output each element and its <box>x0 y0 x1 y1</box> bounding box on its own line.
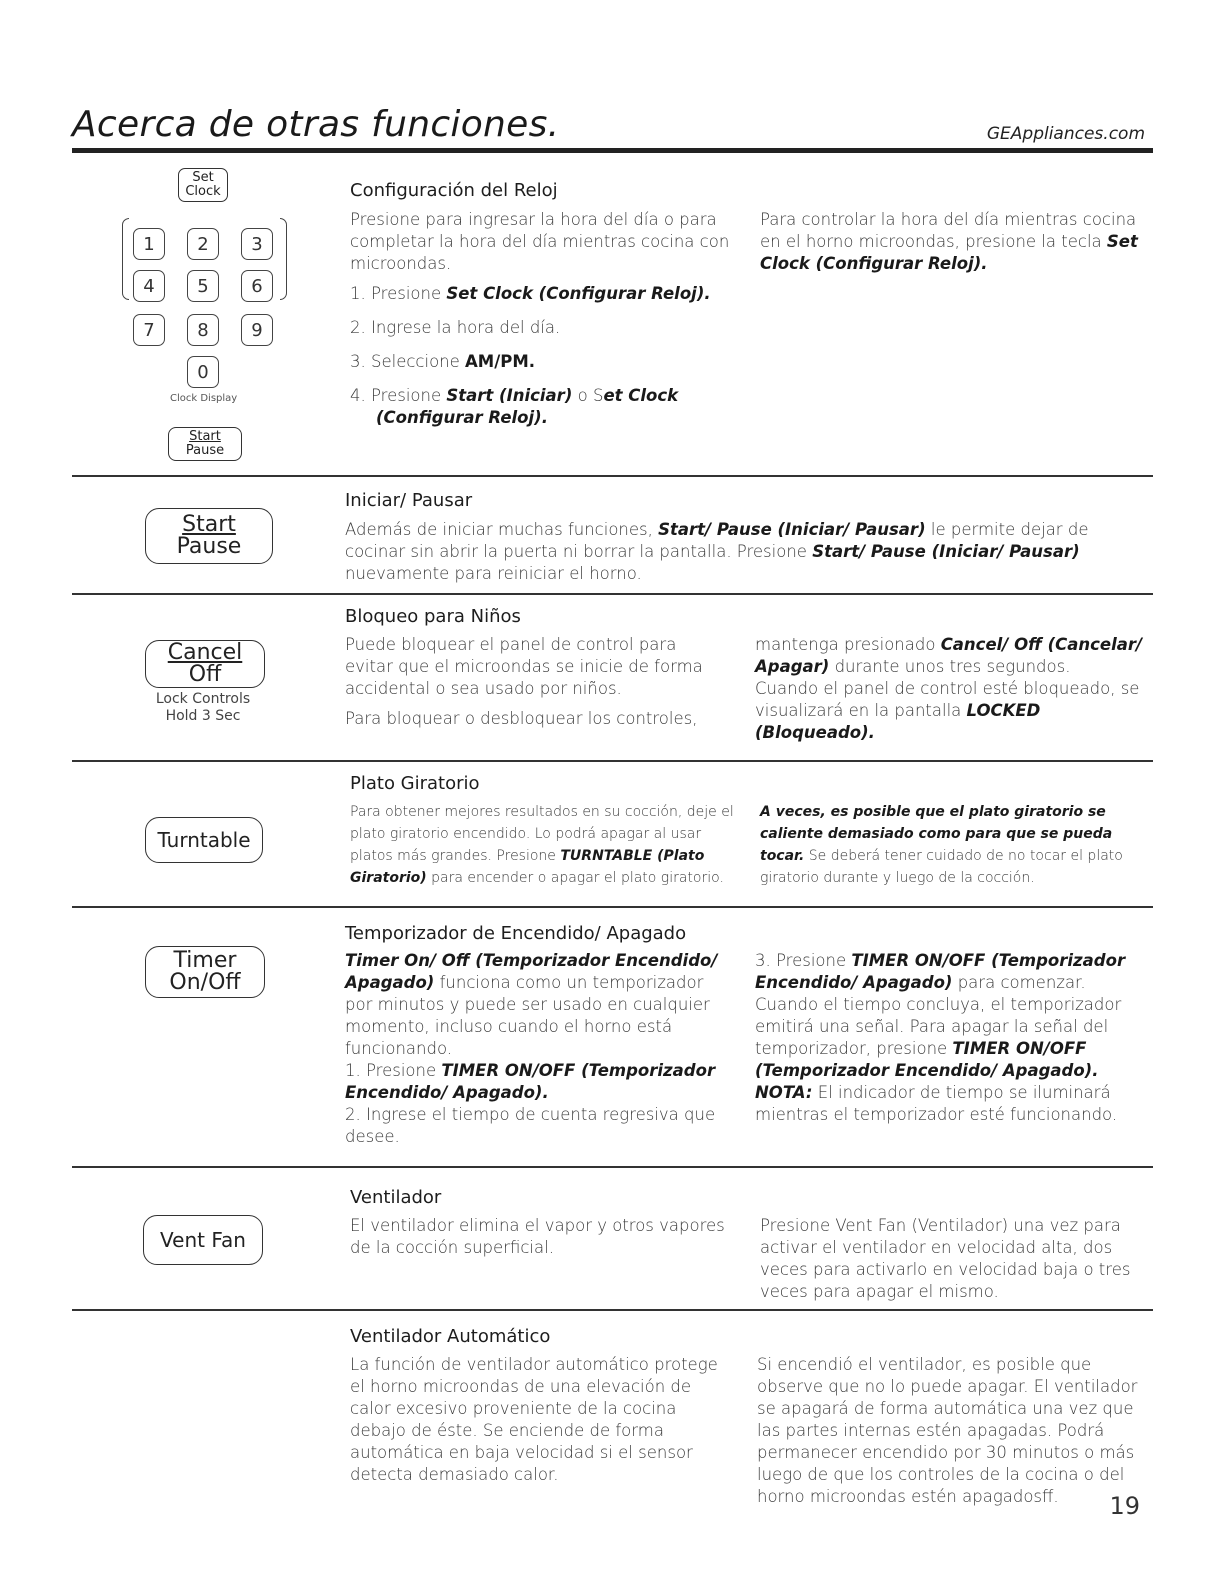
start-pause-key <box>145 508 273 564</box>
start-pause-text: Además de iniciar muchas funciones, Start/ Pause (Iniciar/ Pausar) le permite dejar de cocinar sin abrir la puerta ni borrar la pantalla. Presione Start/ Pause (Iniciar/ Pausar) nuevamente para reiniciar el horno. <box>345 520 1089 583</box>
turntable-left: Para obtener mejores resultados en su cocción, deje el plato giratorio encendido. Lo podrá apagar al usar platos más grandes. Presione TURNTABLE (Plato Giratorio) para encender o apagar el plato giratorio. <box>350 804 734 886</box>
section-title-start-pause: Iniciar/ Pausar <box>345 490 473 511</box>
digit-key-6: 6 <box>241 270 273 302</box>
set-clock-key-top: Set <box>192 170 214 185</box>
page-number: 19 <box>1109 1492 1140 1520</box>
clock-intro: Presione para ingresar la hora del día o para completar la hora del día mientras cocina con microondas. <box>350 210 730 273</box>
start-label: Start <box>182 512 236 537</box>
page-title: Acerca de otras funciones. <box>72 104 560 145</box>
lock-controls-caption: Lock Controls Hold 3 Sec <box>155 691 251 724</box>
section-divider-2 <box>72 593 1153 595</box>
turntable-right: A veces, es posible que el plato giratorio se caliente demasiado como para que se pueda tocar. Se deberá tener cuidado de no tocar el plato giratorio durante y luego de la cocción. <box>760 804 1123 886</box>
pause-small-label: Pause <box>185 443 225 458</box>
section-divider-3 <box>72 760 1153 762</box>
clock-step-2: 2. Ingrese la hora del día. <box>350 318 561 337</box>
section-divider-6 <box>72 1309 1153 1311</box>
digit-key-2: 2 <box>187 228 219 260</box>
clock-step-4: 4. Presione Start (Iniciar) o Set Clock <box>350 386 679 405</box>
start-small-label: Start <box>189 429 221 444</box>
section-divider-1 <box>72 475 1153 477</box>
digit-key-3: 3 <box>241 228 273 260</box>
timer-left: Timer On/ Off (Temporizador Encendido/ Apagado) funciona como un temporizador por minutos y puede ser usado en cualquier momento, incluso cuando el horno está funcionando. 1. Presione TIMER ON/OFF (Temporizador Encendido/ Apagado). 2. Ingrese el tiempo de cuenta regresiva que desee. <box>345 951 718 1146</box>
section-title-auto-vent: Ventilador Automático <box>350 1326 551 1347</box>
clock-step-1: 1. Presione Set Clock (Configurar Reloj). <box>350 284 711 303</box>
section-title-turntable: Plato Giratorio <box>350 773 480 794</box>
vent-fan-key: Vent Fan <box>143 1215 263 1265</box>
set-clock-key-bottom: Clock <box>185 184 221 199</box>
digit-key-0: 0 <box>187 356 219 388</box>
section-title-vent-fan: Ventilador <box>350 1187 442 1208</box>
digit-key-7: 7 <box>133 314 165 346</box>
clock-display-caption: Clock Display <box>170 393 238 404</box>
site-url: GEAppliances.com <box>986 124 1145 144</box>
section-title-timer: Temporizador de Encendido/ Apagado <box>345 923 687 944</box>
digit-key-5: 5 <box>187 270 219 302</box>
clock-right-column <box>760 209 1140 283</box>
auto-vent-left: La función de ventilador automático protege el horno microondas de una elevación de calor excesivo proveniente de la cocina debajo de éste. Se enciende de forma automática en baja velocidad si el sensor detecta demasiado calor. <box>350 1355 718 1484</box>
vent-fan-left: El ventilador elimina el vapor y otros vapores de la cocción superficial. <box>350 1216 725 1257</box>
clock-right-text: Para controlar la hora del día mientras cocina en el horno microondas, presione la tecla Set Clock (Configurar Reloj). <box>760 210 1138 273</box>
child-lock-right: mantenga presionado Cancel/ Off (Cancelar/ Apagar) durante unos tres segundos. Cuando el panel de control esté bloqueado, se visualizará en la pantalla LOCKED (Bloqueado). <box>755 635 1143 742</box>
timer-label: Timer <box>173 948 237 973</box>
digit-key-8: 8 <box>187 314 219 346</box>
clock-step-3: 3. Seleccione AM/PM. <box>350 352 536 371</box>
auto-vent-right: Si encendió el ventilador, es posible que observe que no lo puede apagar. El ventilador se apagará de forma automática una vez que las partes internas estén apagadas. Podrá permanecer encendido por 30 minutos o más luego de que los controles de la cocina o del horno microondas estén apagadosff. <box>757 1355 1138 1506</box>
cancel-label: Cancel <box>167 640 243 665</box>
cancel-off-key <box>145 640 265 688</box>
section-divider-4 <box>72 906 1153 908</box>
keypad-bracket-left <box>122 218 129 300</box>
digit-key-9: 9 <box>241 314 273 346</box>
start-pause-small-key <box>168 427 242 461</box>
timer-right: 3. Presione TIMER ON/OFF (Temporizador Encendido/ Apagado) para comenzar. Cuando el tiempo concluya, el temporizador emitirá una señal. Para apagar la señal del temporizador, presione TIMER ON/OFF (Temporizador Encendido/ Apagado). NOTA: El indicador de tiempo se iluminará mientras el temporizador esté funcionando. <box>755 951 1126 1124</box>
clock-step-4-cont: (Configurar Reloj). <box>376 408 548 427</box>
pause-label: Pause <box>176 534 242 559</box>
section-title-child-lock: Bloqueo para Niños <box>345 606 521 627</box>
set-clock-key <box>178 168 228 202</box>
section-divider-5 <box>72 1166 1153 1168</box>
timer-key <box>145 946 265 998</box>
digit-key-4: 4 <box>133 270 165 302</box>
section-title-clock: Configuración del Reloj <box>350 180 558 201</box>
turntable-key: Turntable <box>145 817 263 863</box>
clock-left-column <box>350 209 740 429</box>
keypad-bracket-right <box>280 218 287 300</box>
digit-key-1: 1 <box>133 228 165 260</box>
child-lock-left: Puede bloquear el panel de control para evitar que el microondas se inicie de forma accidental o sea usado por niños. Para bloquear o desbloquear los controles, <box>345 635 703 728</box>
header-rule <box>72 148 1153 153</box>
vent-fan-right: Presione Vent Fan (Ventilador) una vez para activar el ventilador en velocidad alta, dos veces para activarlo en velocidad baja o tres veces para apagar el mismo. <box>760 1216 1131 1301</box>
off-label: Off <box>188 662 222 687</box>
on-off-label: On/Off <box>169 970 241 995</box>
